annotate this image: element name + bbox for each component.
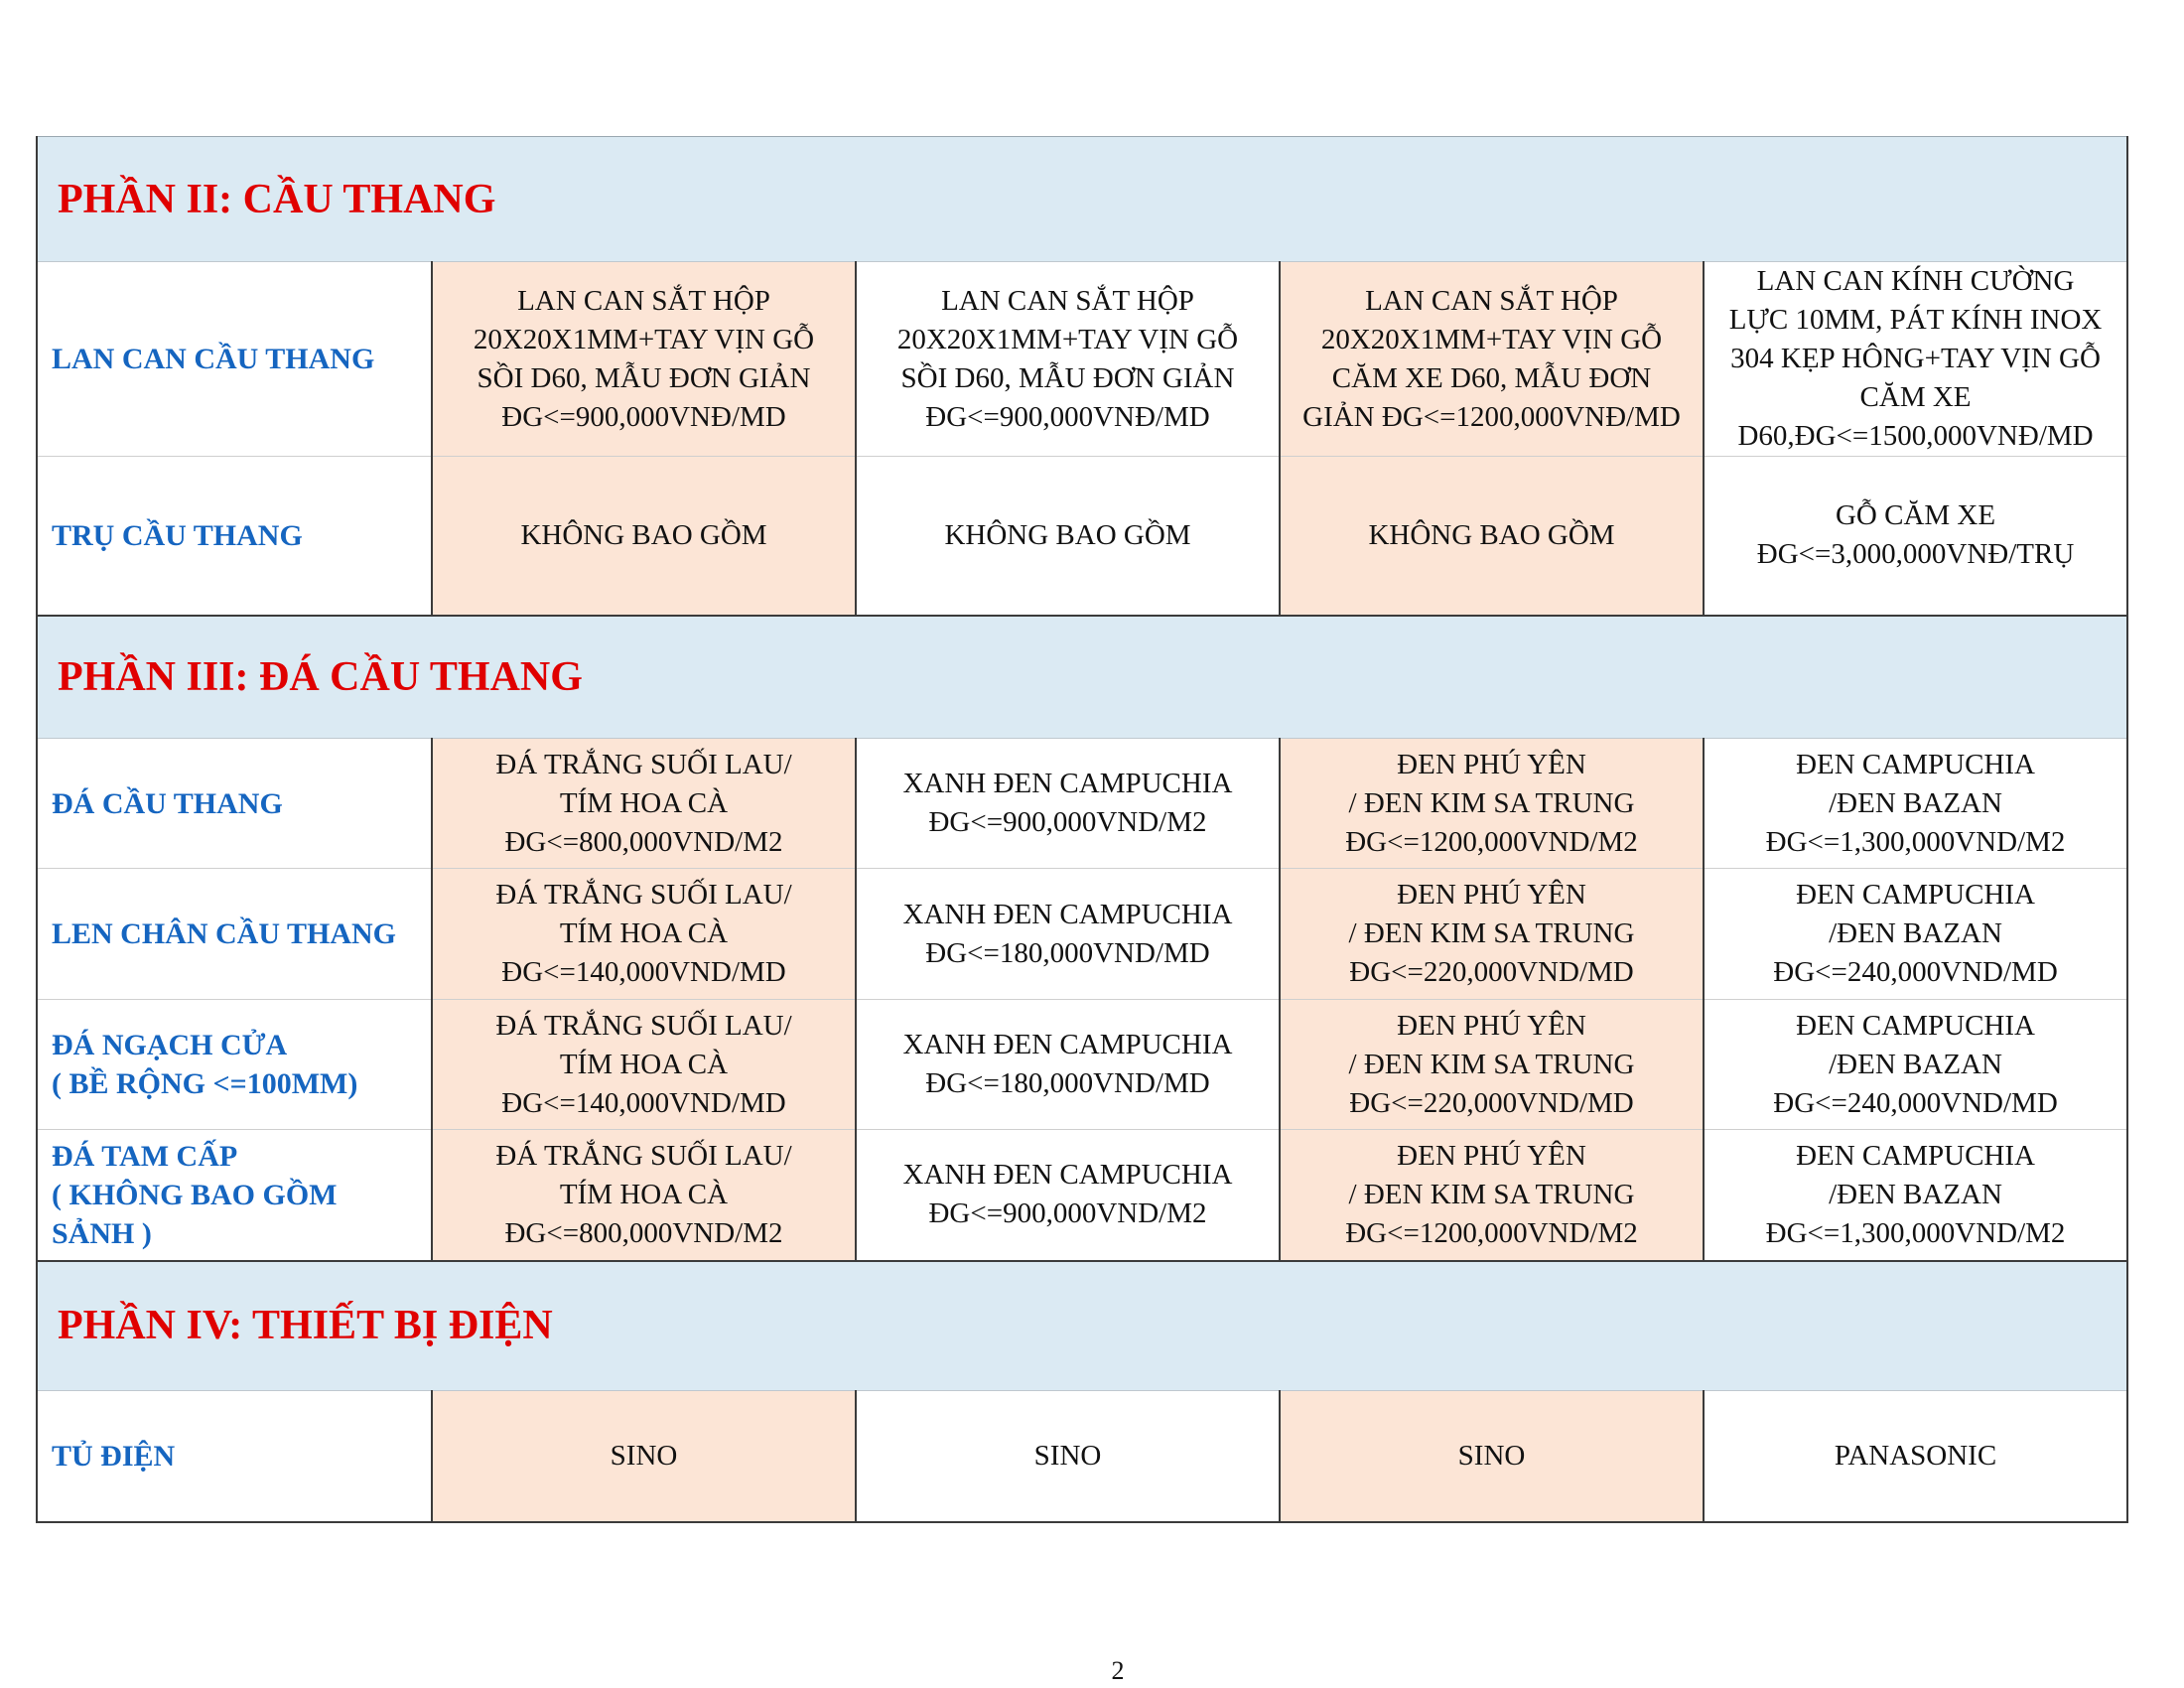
table-cell: SINO (432, 1391, 856, 1522)
table-cell: ĐÁ TRẮNG SUỐI LAU/ TÍM HOA CÀ ĐG<=140,000VND/MD (432, 1000, 856, 1130)
table-cell: XANH ĐEN CAMPUCHIA ĐG<=900,000VND/M2 (856, 739, 1280, 869)
table-cell: KHÔNG BAO GỒM (1280, 457, 1704, 616)
row-label: ĐÁ TAM CẤP ( KHÔNG BAO GỒM SẢNH ) (37, 1130, 432, 1261)
table-row (37, 1000, 2127, 1130)
section-title: PHẦN III: ĐÁ CẦU THANG (37, 616, 2127, 739)
table-cell: LAN CAN KÍNH CƯỜNG LỰC 10MM, PÁT KÍNH INOX 304 KẸP HÔNG+TAY VỊN GỖ CĂM XE D60,ĐG<=1500,000VNĐ/MD (1704, 262, 2127, 457)
row-label: TRỤ CẦU THANG (37, 457, 432, 616)
table-cell: ĐEN CAMPUCHIA /ĐEN BAZAN ĐG<=240,000VND/MD (1704, 1000, 2127, 1130)
table-cell: SINO (1280, 1391, 1704, 1522)
table-cell: SINO (856, 1391, 1280, 1522)
table-row (37, 869, 2127, 1000)
table-cell: ĐÁ TRẮNG SUỐI LAU/ TÍM HOA CÀ ĐG<=800,000VND/M2 (432, 1130, 856, 1261)
section-title: PHẦN IV: THIẾT BỊ ĐIỆN (37, 1261, 2127, 1391)
table-cell: KHÔNG BAO GỒM (432, 457, 856, 616)
table-cell: ĐÁ TRẮNG SUỐI LAU/ TÍM HOA CÀ ĐG<=800,000VND/M2 (432, 739, 856, 869)
table-cell: ĐEN PHÚ YÊN / ĐEN KIM SA TRUNG ĐG<=1200,000VND/M2 (1280, 1130, 1704, 1261)
table-cell: ĐEN CAMPUCHIA /ĐEN BAZAN ĐG<=1,300,000VND/M2 (1704, 1130, 2127, 1261)
table-cell: ĐEN CAMPUCHIA /ĐEN BAZAN ĐG<=1,300,000VND/M2 (1704, 739, 2127, 869)
row-label: TỦ ĐIỆN (37, 1391, 432, 1522)
table-cell: ĐEN CAMPUCHIA /ĐEN BAZAN ĐG<=240,000VND/MD (1704, 869, 2127, 1000)
table-row (37, 739, 2127, 869)
section-header-row (37, 137, 2127, 262)
row-label: ĐÁ NGẠCH CỬA ( BỀ RỘNG <=100MM) (37, 1000, 432, 1130)
row-label: LEN CHÂN CẦU THANG (37, 869, 432, 1000)
table-cell: LAN CAN SẮT HỘP 20X20X1MM+TAY VỊN GỖ SỒI D60, MẪU ĐƠN GIẢN ĐG<=900,000VNĐ/MD (856, 262, 1280, 457)
section-header-row (37, 616, 2127, 739)
table-row (37, 457, 2127, 616)
table-cell: XANH ĐEN CAMPUCHIA ĐG<=900,000VND/M2 (856, 1130, 1280, 1261)
table-cell: XANH ĐEN CAMPUCHIA ĐG<=180,000VND/MD (856, 1000, 1280, 1130)
table-cell: LAN CAN SẮT HỘP 20X20X1MM+TAY VỊN GỖ CĂM XE D60, MẪU ĐƠN GIẢN ĐG<=1200,000VNĐ/MD (1280, 262, 1704, 457)
table-cell: XANH ĐEN CAMPUCHIA ĐG<=180,000VND/MD (856, 869, 1280, 1000)
table-cell: ĐÁ TRẮNG SUỐI LAU/ TÍM HOA CÀ ĐG<=140,000VND/MD (432, 869, 856, 1000)
table-cell: ĐEN PHÚ YÊN / ĐEN KIM SA TRUNG ĐG<=220,000VND/MD (1280, 869, 1704, 1000)
table-cell: GỖ CĂM XE ĐG<=3,000,000VNĐ/TRỤ (1704, 457, 2127, 616)
table-row (37, 1391, 2127, 1522)
row-label: LAN CAN CẦU THANG (37, 262, 432, 457)
table-cell: ĐEN PHÚ YÊN / ĐEN KIM SA TRUNG ĐG<=1200,000VND/M2 (1280, 739, 1704, 869)
page-number: 2 (1111, 1656, 1125, 1685)
table-row (37, 1130, 2127, 1261)
section-header-row (37, 1261, 2127, 1391)
spec-table (36, 136, 2128, 1523)
table-cell: LAN CAN SẮT HỘP 20X20X1MM+TAY VỊN GỖ SỒI D60, MẪU ĐƠN GIẢN ĐG<=900,000VNĐ/MD (432, 262, 856, 457)
table-cell: PANASONIC (1704, 1391, 2127, 1522)
table-cell: ĐEN PHÚ YÊN / ĐEN KIM SA TRUNG ĐG<=220,000VND/MD (1280, 1000, 1704, 1130)
table-cell: KHÔNG BAO GỒM (856, 457, 1280, 616)
section-title: PHẦN II: CẦU THANG (37, 137, 2127, 262)
row-label: ĐÁ CẦU THANG (37, 739, 432, 869)
table-row (37, 262, 2127, 457)
